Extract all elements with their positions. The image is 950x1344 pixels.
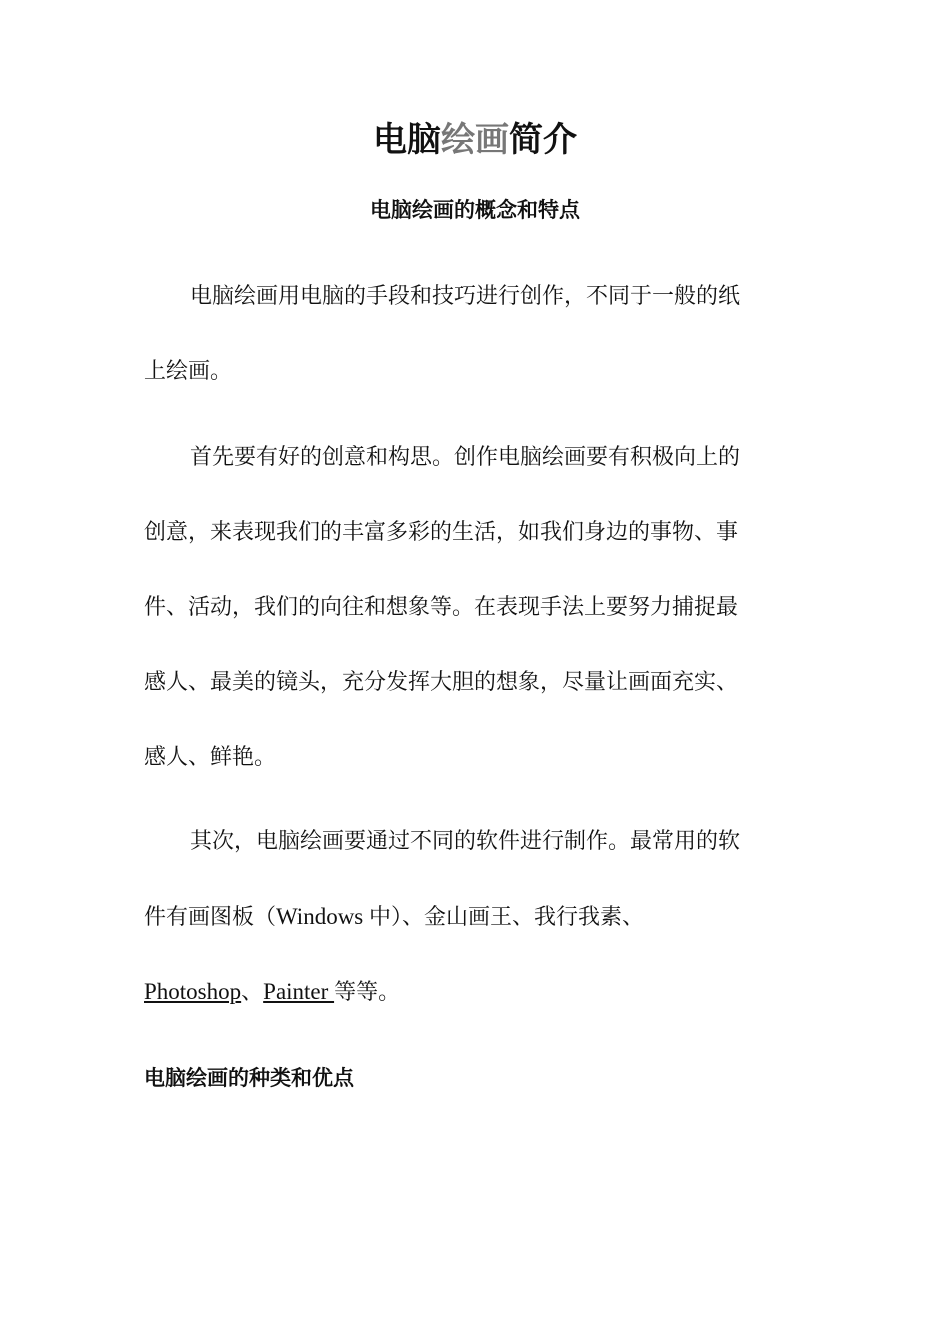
paragraph-1-line-2: 上绘画。	[144, 359, 233, 384]
paragraph-3-line-3-end: 等等。	[334, 980, 401, 1005]
paragraph-3-line-2-end: 中）、金山画王、我行我素、	[369, 905, 645, 930]
paragraph-3-line-2	[144, 879, 794, 954]
link-separator: 、	[241, 980, 264, 1005]
paragraph-2-line-3: 件、活动，我们的向往和想象等。在表现手法上要努力捕捉最	[144, 595, 739, 620]
paragraph-2	[144, 420, 794, 795]
title-part-3: 简介	[509, 120, 577, 160]
paragraph-3	[144, 804, 794, 1029]
painter-link[interactable]: Painter	[263, 979, 335, 1004]
paragraph-1	[144, 259, 794, 409]
paragraph-3-line-1: 其次，电脑绘画要通过不同的软件进行制作。最常用的软	[190, 829, 741, 854]
title-part-2: 绘画	[441, 120, 509, 160]
section-heading: 电脑绘画的种类和优点	[144, 1066, 354, 1090]
paragraph-2-line-2: 创意，来表现我们的丰富多彩的生活，如我们身边的事物、事	[144, 520, 739, 545]
paragraph-3-line-3	[144, 954, 794, 1029]
page-title	[0, 116, 950, 164]
photoshop-link[interactable]: Photoshop	[144, 979, 242, 1004]
paragraph-2-line-1: 首先要有好的创意和构思。创作电脑绘画要有积极向上的	[190, 445, 741, 470]
paragraph-3-line-2-start: 件有画图板（	[144, 905, 277, 930]
paragraph-2-line-4: 感人、最美的镜头，充分发挥大胆的想象，尽量让画面充实、	[144, 670, 739, 695]
windows-text: Windows	[276, 904, 370, 929]
paragraph-1-line-1: 电脑绘画用电脑的手段和技巧进行创作，不同于一般的纸	[190, 284, 741, 309]
title-part-1: 电脑	[373, 120, 441, 160]
subtitle: 电脑绘画的概念和特点	[370, 198, 580, 222]
paragraph-2-line-5: 感人、鲜艳。	[144, 745, 277, 770]
